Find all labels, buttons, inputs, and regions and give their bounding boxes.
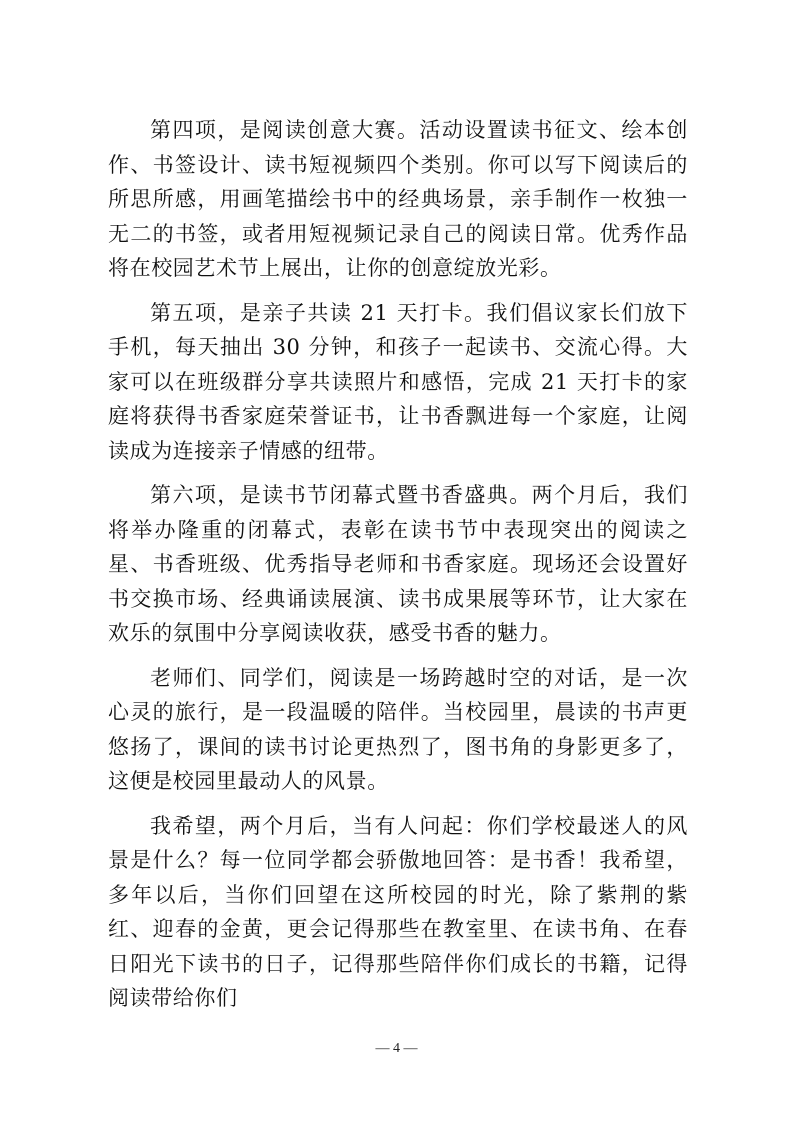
page-number: — 4 — bbox=[375, 1041, 418, 1056]
paragraph-closing-ceremony: 第六项，是读书节闭幕式暨书香盛典。两个月后，我们将举办隆重的闭幕式，表彰在读书节中表现突出的阅读之星、书香班级、优秀指导老师和书香家庭。现场还会设置好书交换市场、经典诵读展演、读书成果展等环节，让大家在欢乐的氛围中分享阅读收获，感受书香的魅力。 bbox=[108, 483, 688, 645]
paragraph-reading-dialogue: 老师们、同学们，阅读是一场跨越时空的对话，是一次心灵的旅行，是一段温暖的陪伴。当校园里，晨读的书声更悠扬了，课间的读书讨论更热烈了，图书角的身影更多了，这便是校园里最动人的风景。 bbox=[108, 665, 688, 793]
paragraph-parent-child-reading: 第五项，是亲子共读 21 天打卡。我们倡议家长们放下手机，每天抽出 30 分钟，和孩子一起读书、交流心得。大家可以在班级群分享共读照片和感悟，完成 21 天打卡的家庭将获得书香家庭荣誉证书，让书香飘进每一个家庭，让阅读成为连接亲子情感的纽带。 bbox=[108, 300, 688, 463]
paragraph-reading-creativity-contest: 第四项，是阅读创意大赛。活动设置读书征文、绘本创作、书签设计、读书短视频四个类别。你可以写下阅读后的所思所感，用画笔描绘书中的经典场景，亲手制作一枚独一无二的书签，或者用短视频记录自己的阅读日常。优秀作品将在校园艺术节上展出，让你的创意绽放光彩。 bbox=[108, 118, 688, 280]
paragraph-hope: 我希望，两个月后，当有人问起：你们学校最迷人的风景是什么？每一位同学都会骄傲地回答：是书香！我希望，多年以后，当你们回望在这所校园的时光，除了紫荆的紫红、迎春的金黄，更会记得那些在教室里、在读书角、在春日阳光下读书的日子，记得那些陪伴你们成长的书籍，记得阅读带给你们 bbox=[108, 813, 688, 1010]
body-text bbox=[108, 113, 688, 1026]
